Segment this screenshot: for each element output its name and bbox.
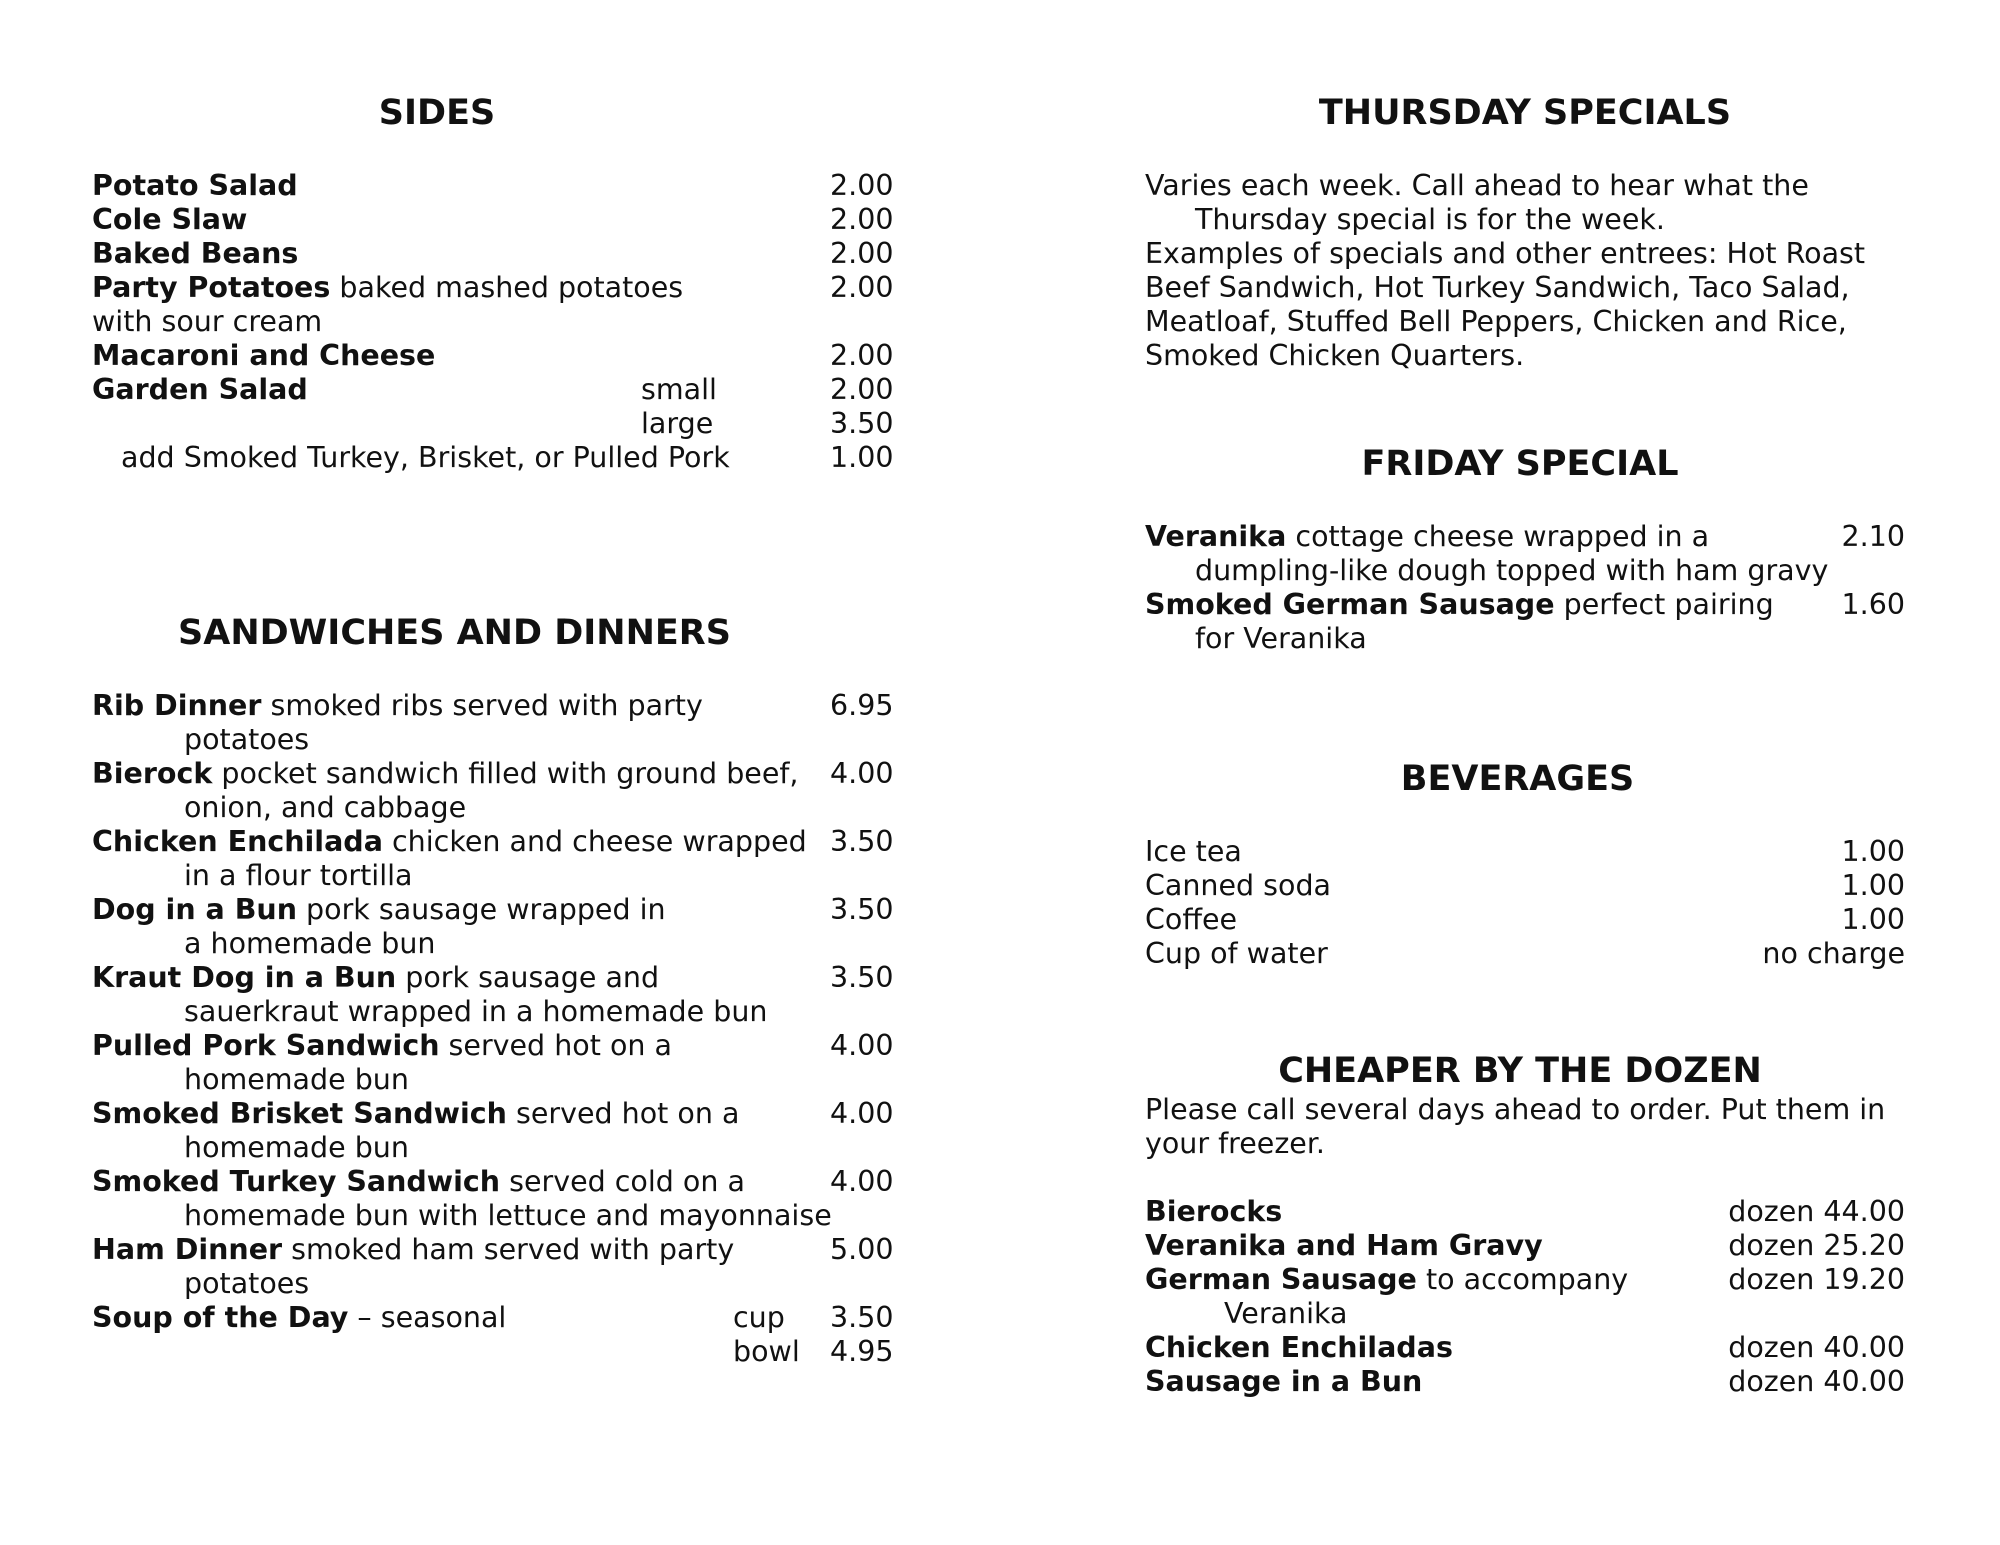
sides-heading: SIDES xyxy=(378,93,496,133)
item-price: 3.50 xyxy=(830,1301,894,1334)
beverage-item: Coffee xyxy=(1145,903,1238,936)
item-description: homemade bun xyxy=(184,1063,409,1096)
size-label: small xyxy=(641,373,717,406)
item-description: sauerkraut wrapped in a homemade bun xyxy=(184,995,768,1028)
menu-item: Rib Dinner smoked ribs served with party xyxy=(92,689,703,722)
item-price: 5.00 xyxy=(830,1233,894,1266)
menu-item: Sausage in a Bun xyxy=(1145,1365,1423,1398)
item-price: dozen 25.20 xyxy=(1728,1229,1905,1262)
item-price: 2.00 xyxy=(830,339,894,372)
item-price: 1.00 xyxy=(1841,835,1905,868)
item-description: onion, and cabbage xyxy=(184,791,467,824)
dozen-intro: your freezer. xyxy=(1145,1127,1325,1160)
item-price: dozen 44.00 xyxy=(1728,1195,1905,1228)
size-label: large xyxy=(641,407,714,440)
beverage-item: Cup of water xyxy=(1145,937,1328,970)
thursday-text: Beef Sandwich, Hot Turkey Sandwich, Taco Salad, xyxy=(1145,271,1850,304)
menu-item: Cole Slaw xyxy=(92,203,248,236)
beverage-item: Canned soda xyxy=(1145,869,1332,902)
sandwiches-heading: SANDWICHES AND DINNERS xyxy=(178,613,731,653)
item-price: dozen 19.20 xyxy=(1728,1263,1905,1296)
item-price: 2.00 xyxy=(830,271,894,304)
item-price: 4.00 xyxy=(830,1029,894,1062)
item-price: no charge xyxy=(1762,937,1905,970)
item-description: homemade bun xyxy=(184,1131,409,1164)
item-description: potatoes xyxy=(184,723,310,756)
item-price: 2.00 xyxy=(830,169,894,202)
menu-item: Smoked Brisket Sandwich served hot on a xyxy=(92,1097,740,1130)
menu-item: Bierocks xyxy=(1145,1195,1283,1228)
menu-item: Bierock pocket sandwich filled with ground beef, xyxy=(92,757,799,790)
menu-item: Ham Dinner smoked ham served with party xyxy=(92,1233,735,1266)
item-price: 4.95 xyxy=(830,1335,894,1368)
menu-item: Veranika and Ham Gravy xyxy=(1145,1229,1543,1262)
menu-item: Kraut Dog in a Bun pork sausage and xyxy=(92,961,660,994)
thursday-text: Varies each week. Call ahead to hear what the xyxy=(1145,169,1809,202)
item-description: for Veranika xyxy=(1195,622,1367,655)
menu-item: Smoked German Sausage perfect pairing xyxy=(1145,588,1774,621)
item-description: a homemade bun xyxy=(184,927,436,960)
item-price: 4.00 xyxy=(830,1097,894,1130)
item-price: 3.50 xyxy=(830,825,894,858)
menu-item: Macaroni and Cheese xyxy=(92,339,436,372)
beverages-heading: BEVERAGES xyxy=(1400,759,1635,799)
item-description: in a flour tortilla xyxy=(184,859,413,892)
item-price: 1.00 xyxy=(1841,903,1905,936)
dozen-heading: CHEAPER BY THE DOZEN xyxy=(1278,1051,1762,1091)
item-price: 4.00 xyxy=(830,757,894,790)
menu-item: Soup of the Day – seasonal xyxy=(92,1301,507,1334)
item-price: 3.50 xyxy=(830,407,894,440)
item-price: 2.10 xyxy=(1841,520,1905,553)
item-price: 2.00 xyxy=(830,203,894,236)
item-price: 1.00 xyxy=(830,441,894,474)
menu-item: Baked Beans xyxy=(92,237,299,270)
menu-item: Pulled Pork Sandwich served hot on a xyxy=(92,1029,672,1062)
thursday-text: Examples of specials and other entrees: Hot Roast xyxy=(1145,237,1866,270)
beverage-item: Ice tea xyxy=(1145,835,1242,868)
menu-item: Party Potatoes baked mashed potatoes xyxy=(92,271,684,304)
menu-item: Dog in a Bun pork sausage wrapped in xyxy=(92,893,666,926)
item-price: dozen 40.00 xyxy=(1728,1331,1905,1364)
item-price: dozen 40.00 xyxy=(1728,1365,1905,1398)
item-description: dumpling-like dough topped with ham gravy xyxy=(1195,554,1829,587)
menu-item: Potato Salad xyxy=(92,169,298,202)
thursday-text: Smoked Chicken Quarters. xyxy=(1145,339,1525,372)
item-price: 2.00 xyxy=(830,373,894,406)
item-price: 3.50 xyxy=(830,961,894,994)
item-description: potatoes xyxy=(184,1267,310,1300)
item-price: 1.00 xyxy=(1841,869,1905,902)
addon-line: add Smoked Turkey, Brisket, or Pulled Pork xyxy=(121,441,730,474)
item-description: with sour cream xyxy=(92,305,323,338)
thursday-heading: THURSDAY SPECIALS xyxy=(1318,93,1732,133)
item-price: 3.50 xyxy=(830,893,894,926)
item-price: 6.95 xyxy=(830,689,894,722)
menu-item: Garden Salad xyxy=(92,373,308,406)
menu-item: Smoked Turkey Sandwich served cold on a xyxy=(92,1165,745,1198)
item-description: homemade bun with lettuce and mayonnaise xyxy=(184,1199,832,1232)
size-label: cup xyxy=(733,1301,785,1334)
size-label: bowl xyxy=(733,1335,800,1368)
item-price: 4.00 xyxy=(830,1165,894,1198)
menu-item: German Sausage to accompany xyxy=(1145,1263,1629,1296)
menu-item: Veranika cottage cheese wrapped in a xyxy=(1145,520,1710,553)
dozen-intro: Please call several days ahead to order. Put them in xyxy=(1145,1093,1886,1126)
menu-item: Chicken Enchiladas xyxy=(1145,1331,1453,1364)
item-description: Veranika xyxy=(1224,1297,1348,1330)
friday-heading: FRIDAY SPECIAL xyxy=(1361,444,1679,484)
thursday-text: Meatloaf, Stuffed Bell Peppers, Chicken and Rice, xyxy=(1145,305,1847,338)
item-price: 2.00 xyxy=(830,237,894,270)
item-price: 1.60 xyxy=(1841,588,1905,621)
menu-item: Chicken Enchilada chicken and cheese wrapped xyxy=(92,825,807,858)
thursday-text: Thursday special is for the week. xyxy=(1195,203,1665,236)
